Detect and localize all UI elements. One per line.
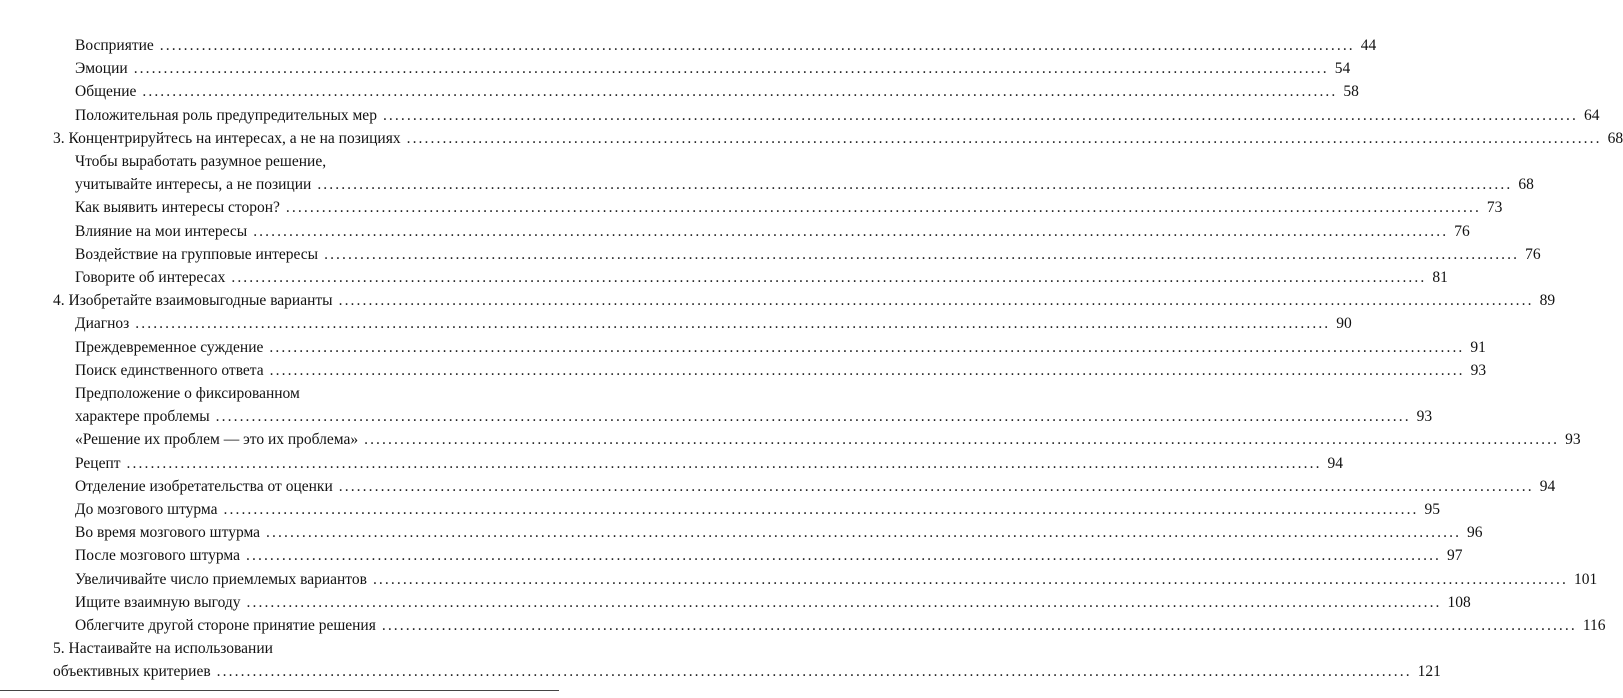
dot-leader: ........................................................................................................................................................................................................	[231, 269, 1427, 286]
toc-entry-page-number: 44	[1360, 37, 1377, 54]
dot-leader: ........................................................................................................................................................................................................	[338, 292, 1534, 310]
toc-entry-page-number: 73	[1486, 199, 1503, 217]
toc-entry-title: Говорите об интересах	[75, 269, 226, 286]
toc-entry-title: Положительная роль предупредительных мер	[75, 106, 377, 124]
toc-entry-title: Во время мозгового штурма	[75, 524, 261, 542]
dot-leader: ........................................................................................................................................................................................................	[364, 431, 1560, 449]
dot-leader: ........................................................................................................................................................................................................	[266, 524, 1462, 542]
toc-entry-title: Облегчите другой стороне принятие решения	[75, 617, 376, 634]
toc-entry	[0, 243, 1541, 266]
toc-entry	[0, 498, 1441, 521]
dot-leader: ........................................................................................................................................................................................................	[133, 60, 1329, 78]
dot-leader: ........................................................................................................................................................................................................	[253, 222, 1449, 240]
toc-entry-page-number: 108	[1447, 593, 1471, 611]
toc-entry-page-number: 97	[1447, 547, 1463, 565]
toc-entry-title: 3. Концентрируйтесь на интересах, а не на позициях	[53, 129, 401, 147]
toc-entry-page-number: 121	[1417, 663, 1441, 681]
toc-entry-title: учитывайте интересы, а не позиции	[75, 176, 312, 194]
toc-entry-title: Чтобы выработать разумное решение,	[75, 153, 327, 170]
toc-entry	[0, 591, 1471, 614]
dot-leader: ........................................................................................................................................................................................................	[159, 37, 1355, 54]
toc-entry-page-number: 90	[1336, 315, 1352, 333]
dot-leader: ........................................................................................................................................................................................................	[324, 245, 1520, 263]
toc-entry-title: Общение	[75, 83, 137, 101]
toc-entry	[0, 266, 1448, 289]
dot-leader: ........................................................................................................................................................................................................	[317, 176, 1513, 194]
toc-entry-title: 5. Настаивайте на использовании	[53, 640, 273, 658]
toc-entry	[0, 312, 1352, 335]
toc-entry-title: После мозгового штурма	[75, 547, 241, 565]
toc-entry-title: До мозгового штурма	[75, 501, 218, 518]
toc-entry-title: Диагноз	[75, 315, 130, 333]
toc-entry	[0, 173, 1534, 196]
toc-entry-title: объективных критериев	[53, 663, 211, 681]
toc-entry-page-number: 94	[1327, 454, 1344, 472]
toc-entry	[0, 614, 1606, 637]
toc-entry-title: Поиск единственного ответа	[75, 361, 264, 379]
dot-leader: ........................................................................................................................................................................................................	[381, 617, 1577, 634]
toc-entry	[0, 220, 1470, 243]
toc-entry-page-number: 116	[1582, 617, 1606, 634]
toc-entry-title: Влияние на мои интересы	[75, 222, 248, 240]
toc-entry	[0, 660, 1441, 683]
dot-leader: ........................................................................................................................................................................................................	[246, 547, 1442, 565]
toc-entry	[0, 568, 1598, 591]
dot-leader: ........................................................................................................................................................................................................	[338, 477, 1534, 495]
toc-entry-title: Отделение изобретательства от оценки	[75, 477, 333, 495]
dot-leader: ........................................................................................................................................................................................................	[223, 501, 1419, 518]
dot-leader: ........................................................................................................................................................................................................	[246, 593, 1442, 611]
dot-leader: ........................................................................................................................................................................................................	[372, 570, 1568, 588]
toc-entry-title: характере проблемы	[75, 408, 210, 426]
toc-entry-title: Эмоции	[75, 60, 128, 78]
toc-entry-page-number: 96	[1467, 524, 1483, 542]
toc-entry-page-number: 64	[1583, 106, 1600, 124]
toc-entry-title: Воздействие на групповые интересы	[75, 245, 319, 263]
dot-leader: ........................................................................................................................................................................................................	[269, 361, 1465, 379]
toc-entry-page-number: 81	[1432, 269, 1448, 286]
toc-entry	[0, 475, 1556, 498]
dot-leader: ........................................................................................................................................................................................................	[215, 408, 1411, 426]
toc-entry	[0, 382, 526, 405]
toc-entry-title: Увеличивайте число приемлемых вариантов	[75, 570, 367, 588]
toc-entry-page-number: 68	[1607, 129, 1623, 147]
toc-entry	[0, 637, 526, 660]
toc-entry	[0, 336, 1486, 359]
dot-leader: ........................................................................................................................................................................................................	[406, 129, 1602, 147]
toc-entry-page-number: 101	[1573, 570, 1598, 588]
toc-entry-title: Ищите взаимную выгоду	[75, 593, 241, 611]
toc-entry-title: Предположение о фиксированном	[75, 385, 300, 402]
toc-entry-page-number: 68	[1518, 176, 1534, 194]
dot-leader: ........................................................................................................................................................................................................	[269, 338, 1465, 356]
toc-entry	[0, 405, 1433, 428]
toc-entry-title: Преждевременное суждение	[75, 338, 264, 356]
toc-entry-title: Восприятие	[75, 37, 154, 54]
toc-entry-page-number: 93	[1565, 431, 1581, 449]
toc-entry	[0, 452, 1344, 475]
toc-entry-page-number: 76	[1454, 222, 1470, 240]
toc-entry	[0, 289, 1556, 312]
dot-leader: ........................................................................................................................................................................................................	[285, 199, 1481, 217]
toc-entry	[0, 34, 1377, 57]
toc-entry	[0, 104, 1600, 127]
dot-leader: ........................................................................................................................................................................................................	[135, 315, 1331, 333]
bottom-rule	[0, 690, 559, 691]
toc-entry	[0, 428, 1581, 451]
toc-entry-page-number: 93	[1416, 408, 1433, 426]
toc-entry	[0, 359, 1487, 382]
toc-entry-page-number: 95	[1424, 501, 1441, 518]
toc-entry-page-number: 89	[1539, 292, 1556, 310]
toc-entry-page-number: 93	[1470, 361, 1487, 379]
toc-entry-page-number: 94	[1539, 477, 1556, 495]
toc-entry-page-number: 58	[1343, 83, 1359, 101]
toc-entry	[0, 80, 1359, 103]
toc-entry	[0, 57, 1351, 80]
toc-entry-title: 4. Изобретайте взаимовыгодные варианты	[53, 292, 333, 310]
toc-entry-page-number: 54	[1334, 60, 1351, 78]
toc-entry	[0, 150, 526, 173]
toc-entry-page-number: 91	[1470, 338, 1486, 356]
toc-entry-title: «Решение их проблем — это их проблема»	[75, 431, 359, 449]
toc-entry-page-number: 76	[1525, 245, 1541, 263]
toc-entry-title: Как выявить интересы сторон?	[75, 199, 280, 217]
toc-entry-title: Рецепт	[75, 454, 121, 472]
toc-entry	[0, 196, 1503, 219]
toc-entry	[0, 127, 1623, 150]
dot-leader: ........................................................................................................................................................................................................	[126, 454, 1322, 472]
dot-leader: ........................................................................................................................................................................................................	[382, 106, 1578, 124]
toc-entry	[0, 521, 1483, 544]
dot-leader: ........................................................................................................................................................................................................	[216, 663, 1412, 681]
toc-entry	[0, 544, 1463, 567]
dot-leader: ........................................................................................................................................................................................................	[142, 83, 1338, 101]
